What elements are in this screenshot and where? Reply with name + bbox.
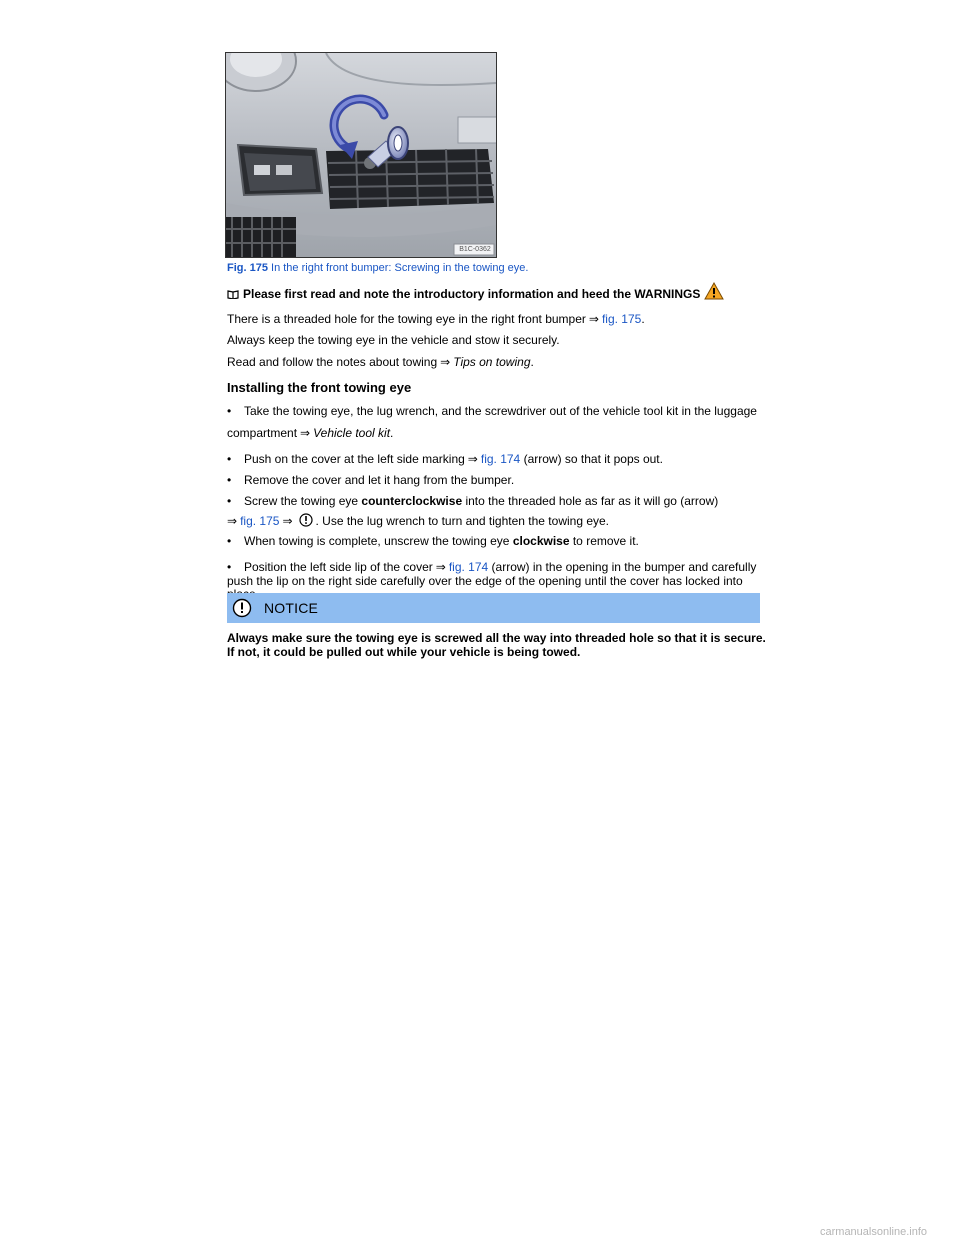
link-fig-174[interactable]: fig. 174 xyxy=(480,452,521,466)
bullet-dot: • xyxy=(227,452,232,466)
warning-triangle-icon xyxy=(704,282,724,300)
arrow-glyph: ⇒ xyxy=(467,452,478,466)
list-item-text: Take the towing eye, the lug wrench, and the screwdriver out of the vehicle tool kit in the luggage xyxy=(244,404,757,418)
figure-caption xyxy=(227,262,528,274)
paragraph-threaded-hole xyxy=(227,312,645,326)
figure-code: B1C-0362 xyxy=(459,246,491,253)
link-fig-175[interactable]: fig. 175 xyxy=(240,514,280,528)
bullet-dot: • xyxy=(227,404,232,418)
arrow-glyph: ⇒ xyxy=(588,312,599,326)
list-item-text: into the threaded hole as far as it will go (arrow) xyxy=(462,494,719,508)
paragraph-end: . xyxy=(641,312,645,326)
list-item-end: . xyxy=(390,426,394,440)
arrow-glyph: ⇒ xyxy=(300,426,311,440)
bullet-dot: • xyxy=(227,494,232,508)
list-item-text: Push on the cover at the left side marking xyxy=(244,452,465,466)
bumper-illustration xyxy=(226,53,496,257)
notice-circle-icon[interactable] xyxy=(299,513,313,527)
paragraph-towing-notes xyxy=(227,355,534,369)
list-item xyxy=(227,472,762,488)
list-item-text: compartment xyxy=(227,426,298,440)
list-item-text: . Use the lug wrench to turn and tighten the towing eye. xyxy=(315,514,610,528)
list-item xyxy=(227,533,762,549)
paragraph-text: Read and follow the notes about towing xyxy=(227,355,438,369)
figure-bumper-towing-eye xyxy=(225,52,497,258)
intro-line xyxy=(227,287,724,301)
link-fig-174[interactable]: fig. 174 xyxy=(448,560,489,574)
arrow-glyph: ⇒ xyxy=(282,514,293,528)
intro-text: Please first read and note the introductory information and heed the WARNINGS xyxy=(243,287,701,301)
arrow-glyph: ⇒ xyxy=(227,514,238,528)
arrow-glyph: ⇒ xyxy=(435,560,446,574)
paragraph-text: There is a threaded hole for the towing eye in the right front bumper xyxy=(227,312,586,326)
list-item-text: Screw the towing eye xyxy=(244,494,362,508)
open-book-icon xyxy=(227,290,239,299)
notice-text xyxy=(227,631,767,659)
list-item xyxy=(227,451,762,467)
list-item-emphasis: clockwise xyxy=(512,534,570,548)
list-item xyxy=(227,493,762,529)
list-item-text: Position the left side lip of the cover xyxy=(244,560,433,574)
bullet-dot: • xyxy=(227,473,232,487)
list-item-text: When towing is complete, unscrew the towing eye xyxy=(244,534,513,548)
list-item xyxy=(227,403,762,441)
list-item-emphasis: counterclockwise xyxy=(361,494,463,508)
section-heading: Installing the front towing eye xyxy=(227,380,412,395)
figure-caption-text: In the right front bumper: Screwing in the towing eye. xyxy=(267,262,529,274)
paragraph-end: . xyxy=(530,355,534,369)
bullet-dot: • xyxy=(227,560,232,574)
notice-line-1: Always make sure the towing eye is screwed all the way into threaded hole so that it is secure. xyxy=(227,631,766,645)
bullet-dot: • xyxy=(227,534,232,548)
list-item-text: (arrow) in the opening in the bumper and carefully xyxy=(488,560,757,574)
watermark: carmanualsonline.info xyxy=(820,1226,928,1238)
link-fig-175[interactable]: fig. 175 xyxy=(601,312,642,326)
list-item-text: Remove the cover and let it hang from the bumper. xyxy=(244,473,515,487)
link-tips-on-towing[interactable]: Tips on towing xyxy=(453,355,531,369)
figure-caption-label: Fig. 175 xyxy=(227,262,268,274)
link-vehicle-tool-kit[interactable]: Vehicle tool kit xyxy=(313,426,391,440)
notice-title: NOTICE xyxy=(264,600,319,616)
paragraph-stow: Always keep the towing eye in the vehicle and stow it securely. xyxy=(227,333,560,347)
list-item-text: push the lip on the right side carefully over the edge of the opening until the cover has locked into xyxy=(227,574,743,588)
notice-line-2: If not, it could be pulled out while your vehicle is being towed. xyxy=(227,645,581,659)
notice-banner xyxy=(227,593,760,623)
arrow-glyph: ⇒ xyxy=(440,355,451,369)
list-item-text: (arrow) so that it pops out. xyxy=(520,452,663,466)
list-item-text: to remove it. xyxy=(569,534,639,548)
exclamation-circle-icon xyxy=(232,598,252,618)
